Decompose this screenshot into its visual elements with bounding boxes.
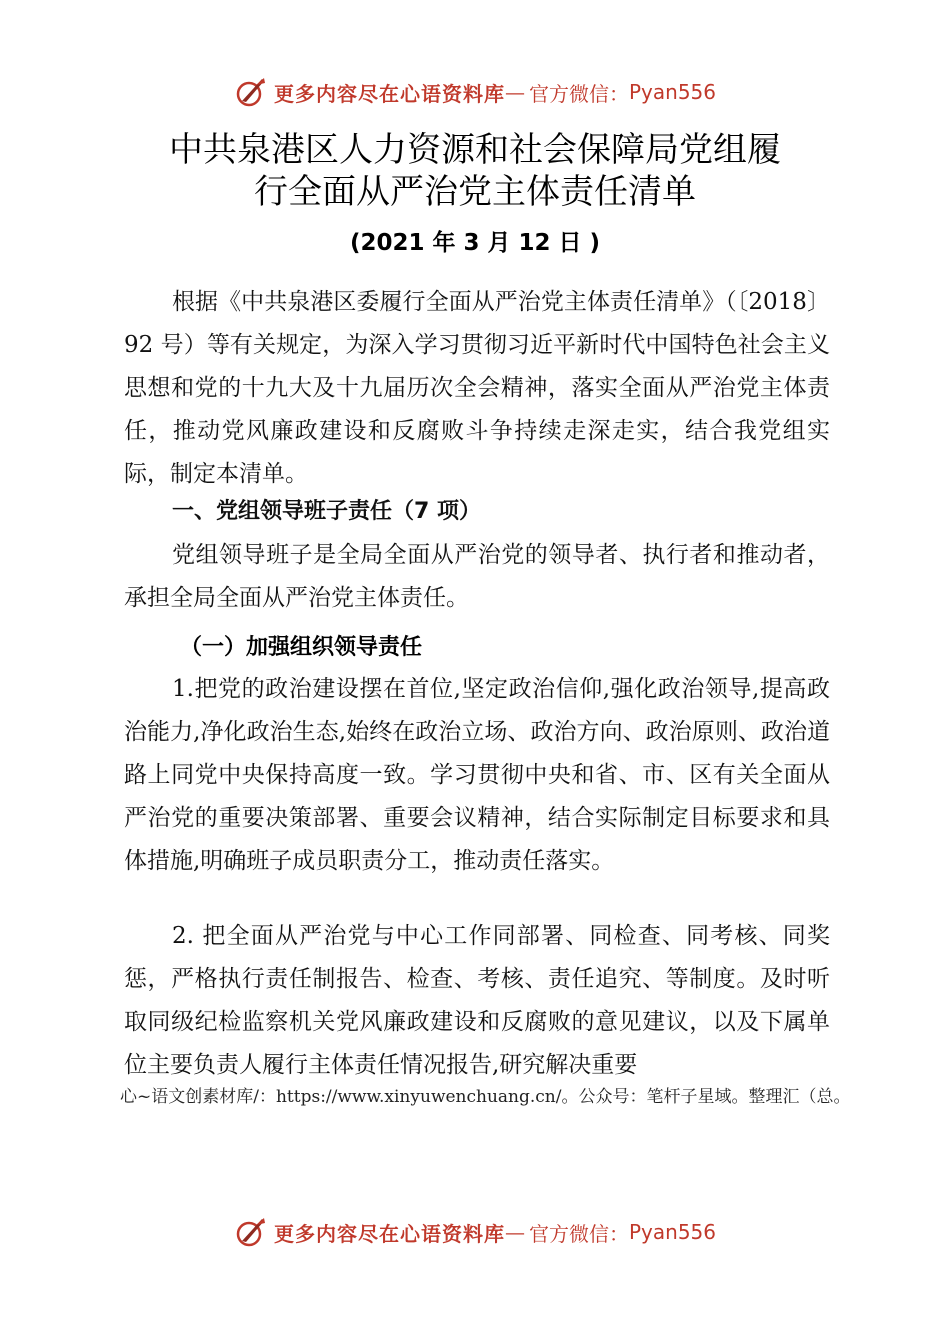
section1-lead-paragraph: 党组领导班子是全局全面从严治党的领导者、执行者和推动者，承担全局全面从严治党主体责任。 bbox=[124, 542, 830, 611]
bottom-banner bbox=[0, 1212, 950, 1252]
document-title-line1: 中共泉港区人力资源和社会保障局党组履 bbox=[169, 130, 781, 170]
section1-heading: 一、党组领导班子责任（7 项） bbox=[172, 499, 481, 524]
banner-wechat-id: Pyan556 bbox=[628, 80, 716, 104]
item1-paragraph: 1.把党的政治建设摆在首位,坚定政治信仰,强化政治领导,提高政治能力,净化政治生态,始终在政治立场、政治方向、政治原则、政治道路上同党中央保持高度一致。学习贯彻中央和省、市、区有关全面从严治党的重要决策部署、重要会议精神，结合实际制定目标要求和具体措施,明确班子成员职责分工，推动责任落实。 bbox=[124, 676, 830, 874]
banner-wechat-label: 官方微信： bbox=[528, 81, 629, 106]
banner-wechat-label: 官方微信： bbox=[528, 1221, 629, 1246]
subsection1-heading: （一）加强组织领导责任 bbox=[180, 635, 423, 660]
banner-text: 更多内容尽在心语资料库 bbox=[273, 1221, 505, 1246]
quill-logo-icon bbox=[234, 1215, 268, 1249]
item2-paragraph: 2. 把全面从严治党与中心工作同部署、同检查、同考核、同奖惩，严格执行责任制报告、检查、考核、责任追究、等制度。及时听取同级纪检监察机关党风廉政建设和反腐败的意见建议，以及下属单位主要负责人履行主体责任情况报告,研究解决重要 bbox=[124, 923, 830, 1078]
document-date: (2021 年 3 月 12 日 ) bbox=[349, 230, 601, 256]
banner-separator: — bbox=[504, 80, 525, 104]
banner-text: 更多内容尽在心语资料库 bbox=[273, 81, 505, 106]
banner-wechat-id: Pyan556 bbox=[628, 1220, 716, 1244]
banner-separator: — bbox=[504, 1220, 525, 1244]
document-title-line2: 行全面从严治党主体责任清单 bbox=[254, 172, 696, 212]
top-banner bbox=[0, 72, 950, 112]
source-footer-text: 心~语文创素材库/：https://www.xinyuwenchuang.cn/。公众号：笔杆子星域。整理汇（总。 bbox=[120, 1087, 851, 1107]
quill-logo-icon bbox=[234, 75, 268, 109]
intro-paragraph: 根据《中共泉港区委履行全面从严治党主体责任清单》（〔2018〕92 号）等有关规定，为深入学习贯彻习近平新时代中国特色社会主义思想和党的十九大及十九届历次全会精神，落实全面从严治党主体责任，推动党风廉政建设和反腐败斗争持续走深走实，结合我党组实际，制定本清单。 bbox=[124, 289, 830, 487]
